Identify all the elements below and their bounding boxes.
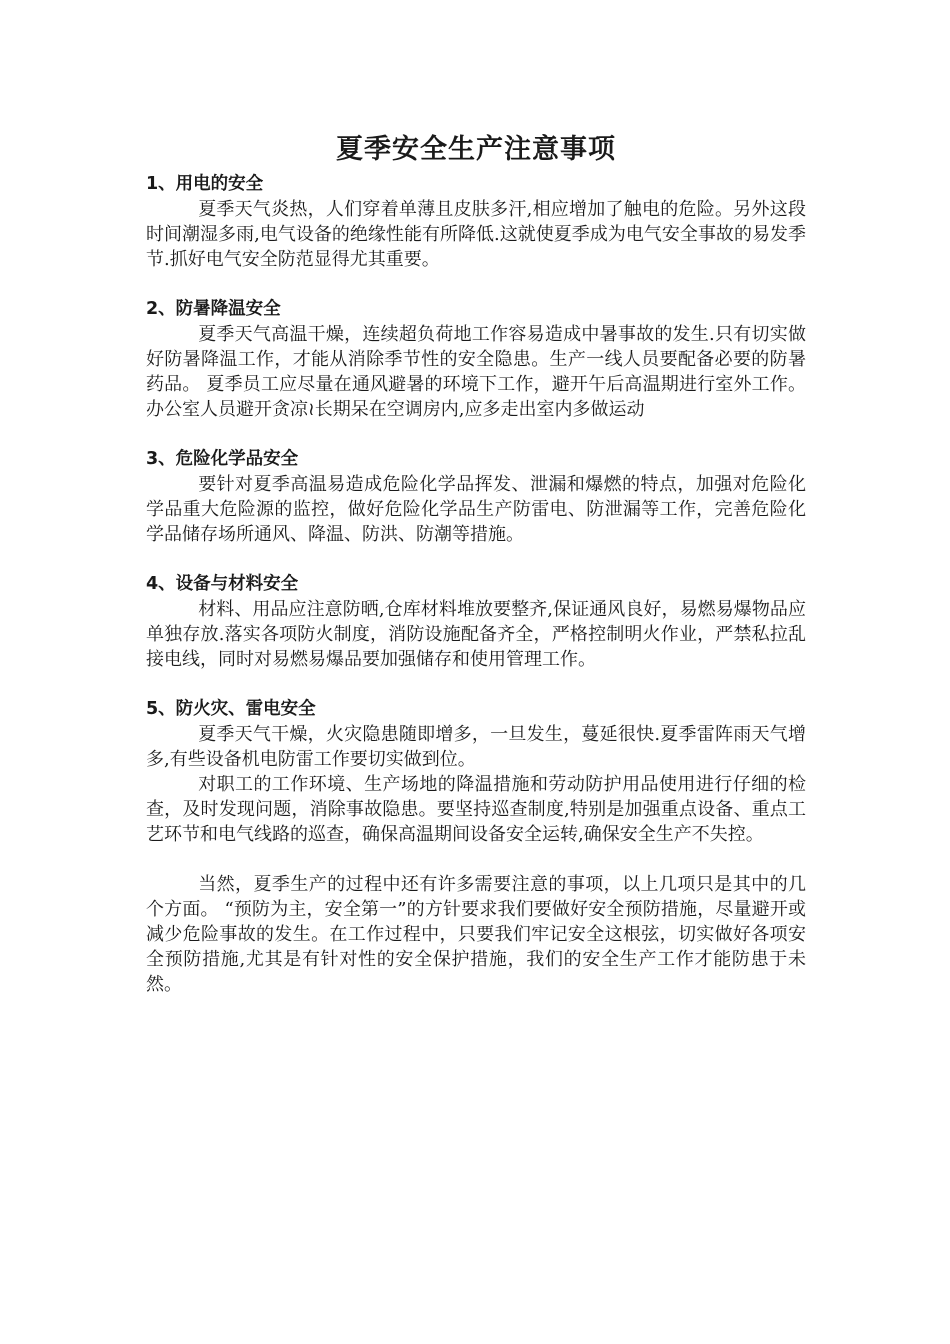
document-page — [146, 130, 806, 997]
section-paragraph: 对职工的工作环境、生产场地的降温措施和劳动防护用品使用进行仔细的检查，及时发现问题，消除事故隐患。要坚持巡查制度,特别是加强重点设备、重点工艺环节和电气线路的巡查，确保高温期间设备安全运转,确保安全生产不失控。 — [146, 774, 806, 845]
section-paragraph: 夏季天气高温干燥，连续超负荷地工作容易造成中暑事故的发生.只有切实做好防暑降温工作，才能从消除季节性的安全隐患。生产一线人员要配备必要的防暑药品。 夏季员工应尽量在通风避暑的环境下工作，避开午后高温期进行室外工作。办公室人员避开贪凉≀长期呆在空调房内,应多走出室内多做运动 — [146, 324, 806, 420]
section-heading: 4、设备与材料安全 — [146, 574, 299, 594]
section-paragraph: 夏季天气干燥，火灾隐患随即增多，一旦发生，蔓延很快.夏季雷阵雨天气增多,有些设备机电防雷工作要切实做到位。 — [146, 724, 806, 770]
section-heading: 3、危险化学品安全 — [146, 449, 299, 469]
section-heat-prevention — [146, 297, 806, 422]
closing-paragraph: 当然，夏季生产的过程中还有许多需要注意的事项，以上几项只是其中的几个方面。 “预防为主，安全第一”的方针要求我们要做好安全预防措施，尽量避开或减少危险事故的发生。在工作过程中，只要我们牢记安全这根弦，切实做好各项安全预防措施,尤其是有针对性的安全保护措施，我们的安全生产工作才能防患于未然。 — [146, 874, 806, 995]
section-electrical-safety — [146, 172, 806, 272]
section-paragraph: 要针对夏季高温易造成危险化学品挥发、泄漏和爆燃的特点，加强对危险化学品重大危险源的监控，做好危险化学品生产防雷电、防泄漏等工作，完善危险化学品储存场所通风、降温、防洪、防潮等措施。 — [146, 474, 806, 545]
section-hazardous-chemicals — [146, 447, 806, 547]
section-heading: 1、用电的安全 — [146, 174, 264, 194]
document-title: 夏季安全生产注意事项 — [336, 134, 616, 165]
section-fire-lightning — [146, 697, 806, 847]
section-paragraph: 材料、用品应注意防晒,仓库材料堆放要整齐,保证通风良好，易燃易爆物品应单独存放.落实各项防火制度，消防设施配备齐全，严格控制明火作业，严禁私拉乱接电线，同时对易燃易爆品要加强储存和使用管理工作。 — [146, 599, 806, 670]
section-heading: 5、防火灾、雷电安全 — [146, 699, 316, 719]
section-heading: 2、防暑降温安全 — [146, 299, 281, 319]
section-paragraph: 夏季天气炎热，人们穿着单薄且皮肤多汗,相应增加了触电的危险。另外这段时间潮湿多雨,电气设备的绝缘性能有所降低.这就使夏季成为电气安全事故的易发季节.抓好电气安全防范显得尤其重要。 — [146, 199, 806, 270]
section-equipment-materials — [146, 572, 806, 672]
